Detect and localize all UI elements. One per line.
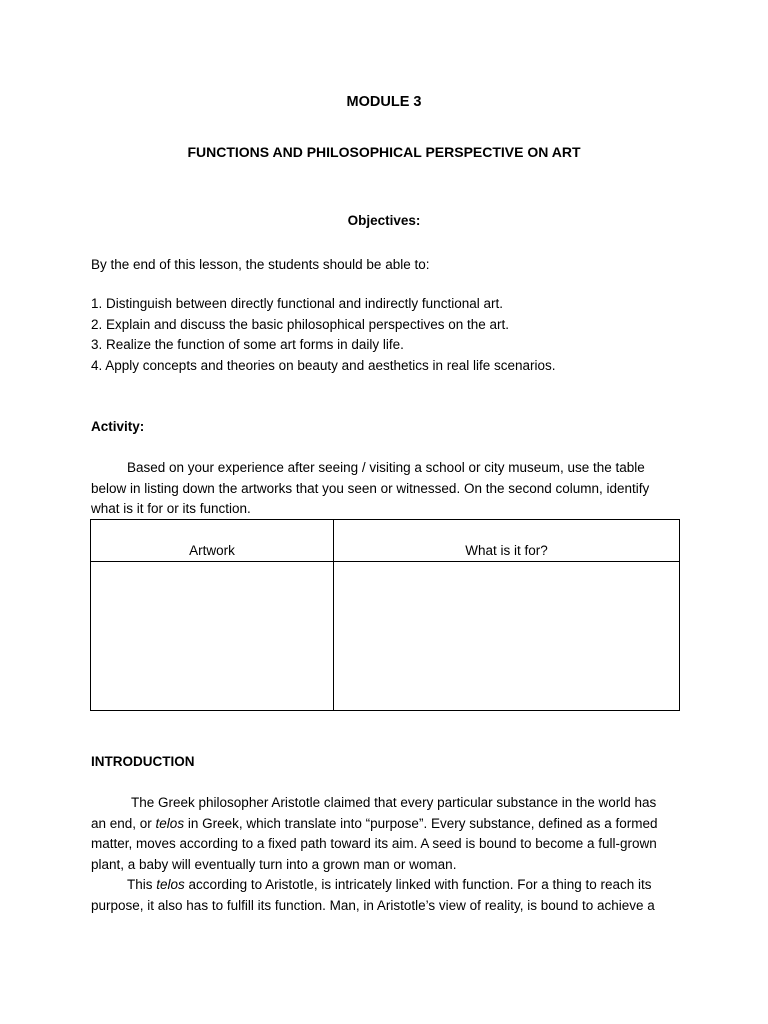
objective-item: 1. Distinguish between directly functional and indirectly functional art. xyxy=(91,296,503,311)
activity-line: Based on your experience after seeing / visiting a school or city museum, use the table xyxy=(127,460,645,475)
telos-term: telos xyxy=(156,877,185,893)
intro-line: This telos according to Aristotle, is intricately linked with function. For a thing to reach its xyxy=(127,877,652,893)
objective-item: 3. Realize the function of some art forms in daily life. xyxy=(91,337,404,352)
introduction-heading: INTRODUCTION xyxy=(91,754,195,769)
intro-line: an end, or telos in Greek, which translate into “purpose”. Every substance, defined as a formed xyxy=(91,815,658,831)
telos-term: telos xyxy=(155,815,185,831)
activity-line: what is it for or its function. xyxy=(91,501,251,517)
intro-line: purpose, it also has to fulfill its function. Man, in Aristotle’s view of reality, is bound to achieve a xyxy=(91,897,655,913)
intro-line: plant, a baby will eventually turn into a grown man or woman. xyxy=(91,856,457,872)
function-cell[interactable] xyxy=(334,562,680,711)
activity-heading: Activity: xyxy=(91,419,145,434)
objective-item: 4. Apply concepts and theories on beauty and aesthetics in real life scenarios. xyxy=(91,357,556,373)
activity-instructions xyxy=(91,458,691,520)
intro-line: The Greek philosopher Aristotle claimed that every particular substance in the world has xyxy=(131,795,657,810)
objectives-list xyxy=(91,294,691,376)
column-header-artwork: Artwork xyxy=(91,520,334,562)
activity-line: below in listing down the artworks that you seen or witnessed. On the second column, identify xyxy=(91,480,650,496)
objective-item: 2. Explain and discuss the basic philosophical perspectives on the art. xyxy=(91,316,509,332)
column-header-function: What is it for? xyxy=(334,520,680,562)
artwork-cell[interactable] xyxy=(91,562,334,711)
table-row xyxy=(91,562,680,711)
activity-table xyxy=(90,519,680,711)
document-title: FUNCTIONS AND PHILOSOPHICAL PERSPECTIVE ON ART xyxy=(187,144,581,160)
objectives-lead: By the end of this lesson, the students should be able to: xyxy=(91,257,430,272)
table-header-row xyxy=(91,520,680,562)
module-title: MODULE 3 xyxy=(346,94,422,110)
introduction-text xyxy=(91,793,691,917)
objectives-heading: Objectives: xyxy=(347,213,421,228)
intro-line: matter, moves according to a fixed path toward its aim. A seed is bound to become a full-grown xyxy=(91,836,657,852)
